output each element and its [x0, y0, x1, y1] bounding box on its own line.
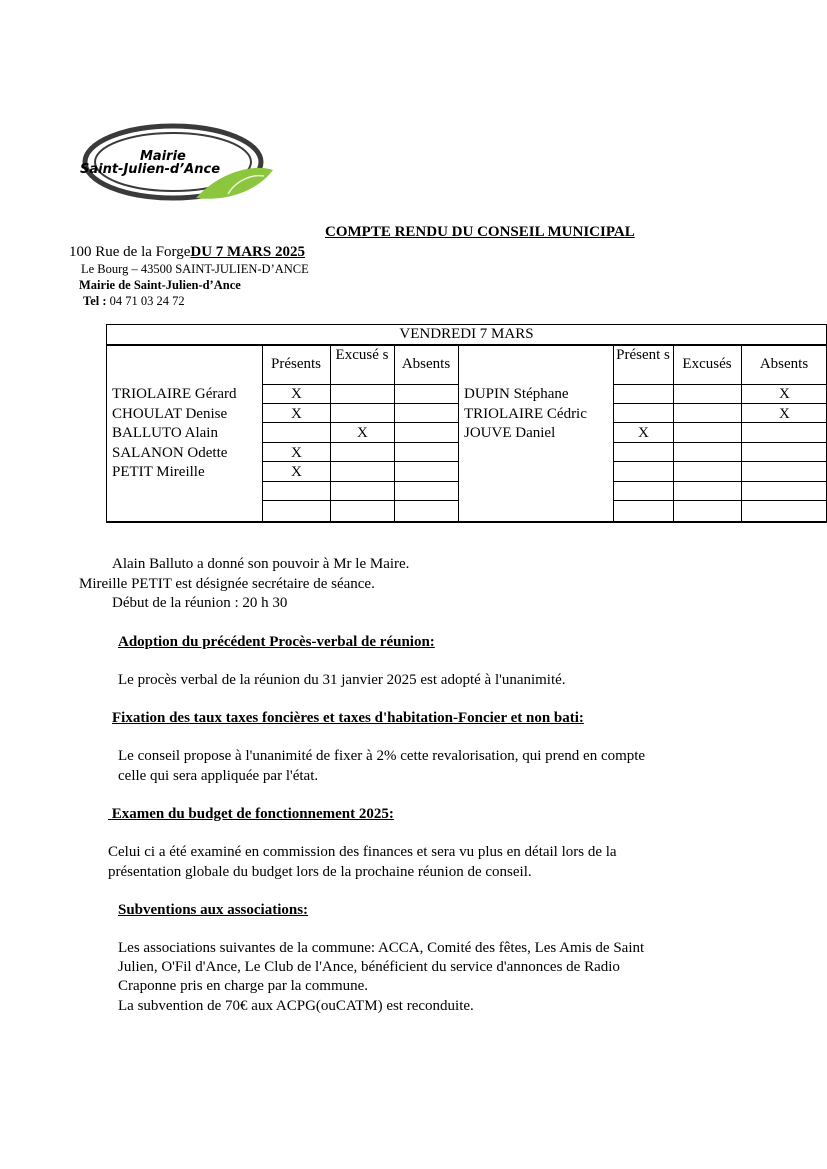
right-grid-cell — [613, 500, 674, 523]
left-grid-cell — [330, 442, 395, 462]
right-header-excuses: Excusés — [682, 356, 732, 372]
right-grid-cell — [673, 461, 742, 482]
section-subventions-line2: Julien, O'Fil d'Ance, Le Club de l'Ance, bénéficient du service d'annonces de Radio — [118, 959, 620, 975]
right-grid-cell — [741, 500, 827, 523]
left-attendance-mark: X — [291, 444, 302, 461]
section-budget-title-text: Examen du budget de fonctionnement 2025: — [111, 806, 394, 822]
right-grid-cell — [673, 384, 742, 404]
section-budget-line2: présentation globale du budget lors de la prochaine réunion de conseil. — [108, 864, 532, 880]
section-taux-line1: Le conseil propose à l'unanimité de fixer à 2% cette revalorisation, qui prend en compte — [118, 748, 646, 764]
left-attendance-mark: X — [291, 386, 302, 402]
section-subventions-title: Subventions aux associations: — [118, 902, 309, 918]
tel-number: 04 71 03 24 72 — [109, 294, 185, 308]
mairie-name: Mairie de Saint-Julien-d’Ance — [79, 278, 241, 292]
right-header-absents: Absents — [759, 356, 809, 372]
right-grid-cell — [613, 442, 674, 462]
left-grid-cell — [394, 442, 459, 462]
mairie-logo — [78, 118, 278, 208]
logo-line2: Saint-Julien-d’Ance — [80, 162, 221, 177]
right-grid-cell — [613, 403, 674, 423]
left-attendance-mark: X — [291, 405, 302, 422]
right-grid-cell — [741, 481, 827, 501]
left-grid-cell — [330, 500, 395, 523]
left-header-absents: Absents — [401, 356, 451, 372]
left-member-name: SALANON Odette — [112, 444, 228, 461]
address-date-line — [69, 244, 305, 261]
right-grid-cell — [673, 500, 742, 523]
right-attendance-mark: X — [638, 425, 649, 441]
left-grid-cell — [394, 500, 459, 523]
section-taux-line2: celle qui sera appliquée par l'état. — [118, 768, 319, 784]
table-title: VENDREDI 7 MARS — [399, 326, 534, 342]
section-subventions-line3: Craponne pris en charge par la commune. — [118, 978, 369, 994]
left-grid-cell — [330, 461, 395, 482]
left-grid-cell — [394, 403, 459, 423]
section-subventions-line4: La subvention de 70€ aux ACPG(ouCATM) est reconduite. — [118, 998, 474, 1014]
section-adoption-title: Adoption du précédent Procès-verbal de réunion: — [118, 634, 435, 650]
right-grid-cell — [673, 442, 742, 462]
right-member-name: JOUVE Daniel — [464, 425, 556, 441]
right-grid-cell — [673, 403, 742, 423]
debut-text: Début de la réunion : 20 h 30 — [112, 595, 288, 611]
section-budget-title — [108, 806, 394, 823]
left-grid-cell — [330, 403, 395, 423]
left-grid-cell — [330, 481, 395, 501]
page-title: COMPTE RENDU DU CONSEIL MUNICIPAL — [325, 224, 635, 240]
right-grid-cell — [741, 442, 827, 462]
section-taux-title: Fixation des taux taxes foncières et taxes d'habitation-Foncier et non bati: — [112, 710, 584, 726]
left-member-name: PETIT Mireille — [112, 464, 205, 480]
left-header-presents: Présents — [271, 356, 321, 372]
right-attendance-mark: X — [779, 405, 790, 422]
left-grid-cell — [330, 384, 395, 404]
left-member-name: BALLUTO Alain — [112, 425, 218, 441]
right-attendance-mark: X — [779, 386, 790, 402]
right-header-presents: Présent s — [616, 347, 670, 363]
right-member-name: DUPIN Stéphane — [464, 386, 569, 402]
left-header-excuses: Excusé s — [335, 347, 389, 363]
left-attendance-mark: X — [357, 425, 368, 441]
logo-line1: Mairie — [140, 149, 186, 164]
meeting-date: DU 7 MARS 2025 — [190, 244, 305, 260]
left-grid-cell — [394, 384, 459, 404]
left-member-name: TRIOLAIRE Gérard — [112, 386, 237, 402]
right-grid-cell — [673, 422, 742, 443]
attendance-table — [106, 324, 827, 522]
address-line: 100 Rue de la Forge — [69, 244, 191, 260]
right-grid-cell — [613, 384, 674, 404]
right-grid-cell — [741, 461, 827, 482]
right-member-name: TRIOLAIRE Cédric — [464, 405, 587, 422]
left-attendance-mark: X — [291, 464, 302, 480]
tel-label: Tel : — [83, 294, 107, 308]
right-grid-cell — [613, 481, 674, 501]
right-grid-cell — [613, 461, 674, 482]
left-grid-cell — [394, 481, 459, 501]
left-grid-cell — [262, 481, 331, 501]
section-adoption-text: Le procès verbal de la réunion du 31 janvier 2025 est adopté à l'unanimité. — [118, 672, 566, 688]
telephone — [83, 294, 185, 309]
left-grid-cell — [394, 422, 459, 443]
secretaire-text: Mireille PETIT est désignée secrétaire de séance. — [79, 576, 375, 592]
section-subventions-line1: Les associations suivantes de la commune: ACCA, Comité des fêtes, Les Amis de Saint — [118, 940, 645, 956]
pouvoir-text: Alain Balluto a donné son pouvoir à Mr le Maire. — [112, 556, 410, 572]
right-grid-cell — [741, 422, 827, 443]
left-grid-cell — [262, 422, 331, 443]
left-grid-cell — [394, 461, 459, 482]
left-grid-cell — [262, 500, 331, 523]
right-grid-cell — [673, 481, 742, 501]
section-budget-line1: Celui ci a été examiné en commission des finances et sera vu plus en détail lors de la — [108, 844, 617, 860]
left-member-name: CHOULAT Denise — [112, 405, 228, 422]
bourg-address: Le Bourg – 43500 SAINT-JULIEN-D’ANCE — [81, 262, 309, 276]
